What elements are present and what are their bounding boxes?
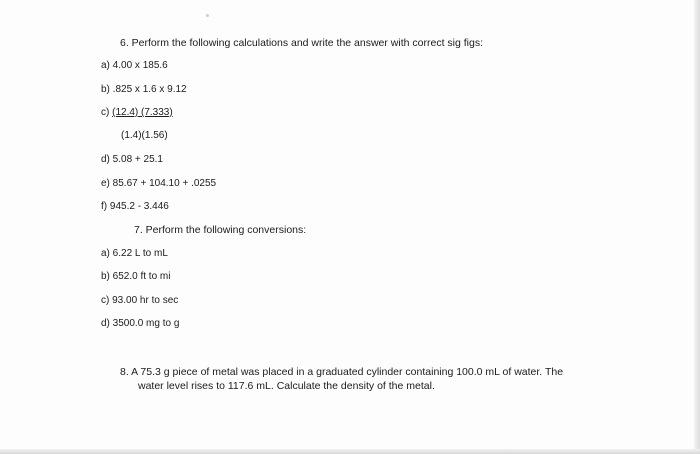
q8-line-2: water level rises to 117.6 mL. Calculate the density of the metal. [138,380,435,392]
q6-title: 6. Perform the following calculations and write the answer with correct sig figs: [120,37,483,49]
q6-item-c-numerator: (12.4) (7.333) [112,107,173,118]
q6-item-c-prefix: c) [101,107,113,118]
q7-title: 7. Perform the following conversions: [134,224,307,236]
q7-item-a: a) 6.22 L to mL [101,248,168,259]
q6-item-c [101,107,173,119]
q8-line-1: 8. A 75.3 g piece of metal was placed in a graduated cylinder containing 100.0 mL of water. The [120,366,564,378]
q7-item-c: c) 93.00 hr to sec [101,295,179,306]
page-edge-shadow-bottom [0,449,700,454]
q6-item-f: f) 945.2 - 3.446 [101,201,169,212]
q7-item-b: b) 652.0 ft to mi [101,271,171,282]
q6-item-d: d) 5.08 + 25.1 [101,154,163,165]
scan-speck [206,14,209,17]
q6-item-a: a) 4.00 x 185.6 [101,60,168,71]
q6-item-e: e) 85.67 + 104.10 + .0255 [101,178,217,189]
q6-item-c-denominator: (1.4)(1.56) [121,130,168,141]
q7-item-d: d) 3500.0 mg to g [101,318,180,329]
page-edge-shadow-right [694,0,700,454]
q6-item-b: b) .825 x 1.6 x 9.12 [101,84,187,95]
